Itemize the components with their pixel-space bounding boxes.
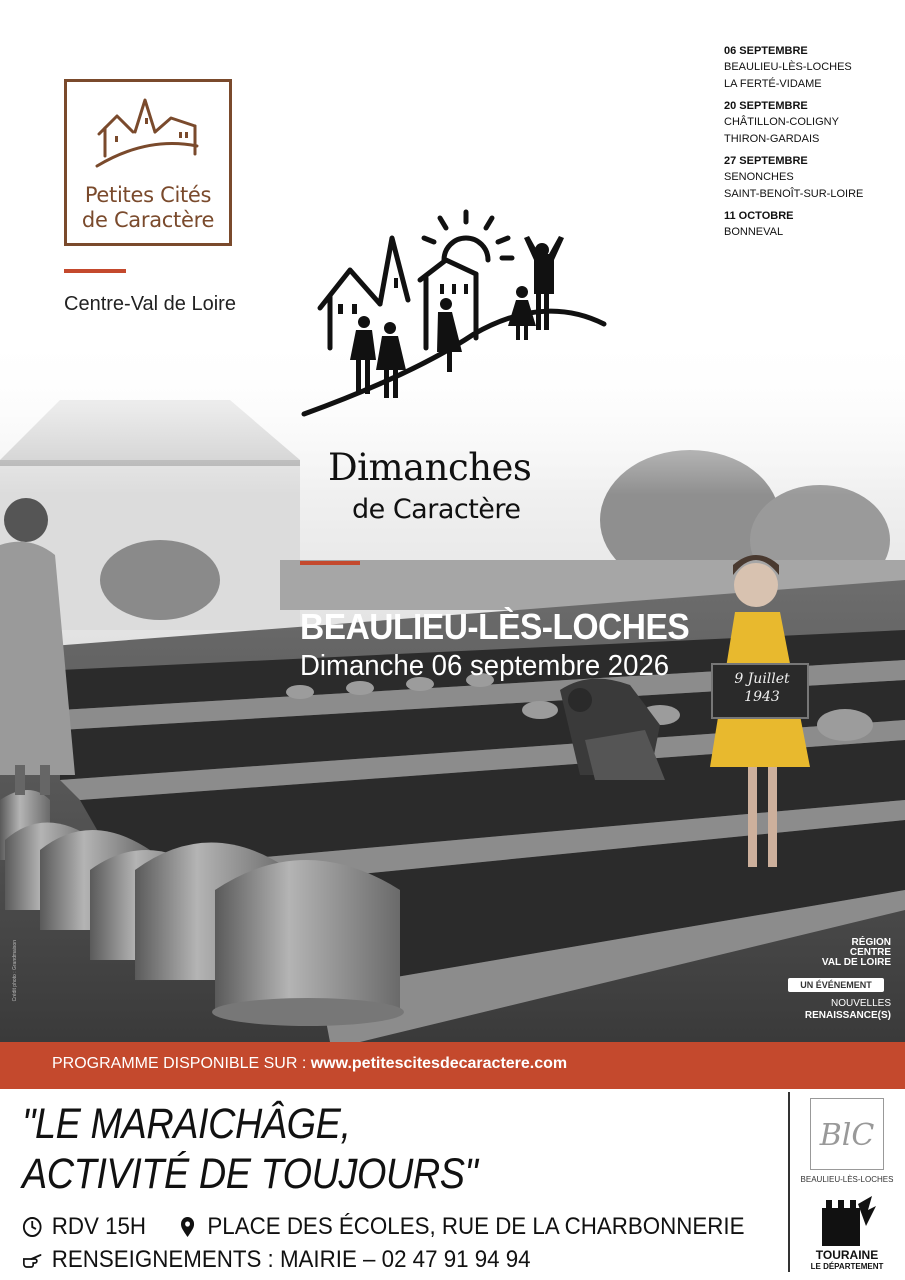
dimanches-logo (296, 208, 616, 433)
region-logo-line-2: CENTRE (849, 947, 891, 958)
region-logo-line-1: RÉGION (851, 937, 891, 948)
village-icon (95, 96, 205, 176)
event-title-line-1: Dimanches (328, 446, 532, 489)
logo-text-line-2: de Caractère (81, 208, 215, 232)
programme-label: PROGRAMME DISPONIBLE SUR : (52, 1055, 311, 1072)
date-town: LA FERTÉ-VIDAME (724, 78, 822, 90)
region-label: Centre-Val de Loire (64, 293, 236, 315)
event-title-line-2: de Caractère (352, 494, 521, 525)
date-town: BONNEVAL (724, 226, 784, 238)
village-people-icon (296, 208, 616, 428)
accent-bar-top (64, 269, 126, 273)
slate-text (716, 670, 808, 706)
region-logo-line-3: VAL DE LOIRE (821, 957, 891, 968)
accent-bar-middle (300, 561, 360, 565)
touraine-tower-icon (812, 1192, 882, 1246)
programme-url-link[interactable]: www.petitescitesdecaractere.com (310, 1055, 568, 1072)
date-town: SENONCHES (724, 171, 794, 183)
nouvelles-label: NOUVELLES (830, 998, 891, 1009)
svg-text:BlC: BlC (819, 1118, 875, 1153)
clock-icon (22, 1216, 42, 1238)
un-evenement-badge: UN ÉVÉNEMENT (788, 978, 884, 992)
map-pin-icon (178, 1216, 198, 1238)
theme-title-line-2: ACTIVITÉ DE TOUJOURS" (22, 1150, 478, 1198)
time-text: RDV 15H (51, 1213, 147, 1240)
beaulieu-logo (810, 1098, 884, 1170)
date-group (724, 44, 899, 93)
theme-title-line-1: "LE MARAICHÂGE, (22, 1100, 351, 1148)
date-heading: 11 OCTOBRE (724, 210, 794, 222)
place-text: PLACE DES ÉCOLES, RUE DE LA CHARBONNERIE (207, 1213, 745, 1240)
pointing-hand-icon (22, 1249, 42, 1271)
event-dates-list (724, 44, 899, 247)
footer-divider (788, 1092, 790, 1272)
touraine-logo-text: TOURAINE (815, 1248, 879, 1262)
info-row-time-place (22, 1213, 744, 1241)
slate-line-2: 1943 (744, 689, 780, 705)
blc-monogram-icon (811, 1099, 883, 1169)
date-group (724, 154, 899, 203)
event-date: Dimanche 06 septembre 2026 (300, 650, 670, 682)
renaissance-label: RENAISSANCE(S) (804, 1010, 891, 1021)
photo-credit: Crédit photo : Grandmaison (12, 940, 18, 1002)
touraine-logo-subtext: LE DÉPARTEMENT (810, 1262, 884, 1271)
contact-text: RENSEIGNEMENTS : MAIRIE – 02 47 91 94 94 (51, 1246, 531, 1273)
date-town: SAINT-BENOÎT-SUR-LOIRE (724, 188, 864, 200)
region-centre-logo (811, 938, 891, 968)
date-heading: 20 SEPTEMBRE (724, 100, 808, 112)
info-row-contact (22, 1246, 531, 1274)
date-group (724, 99, 899, 148)
beaulieu-logo-name: BEAULIEU-LÈS-LOCHES (800, 1175, 894, 1184)
slate-line-1: 9 Juillet (734, 671, 790, 687)
logo-text-line-1: Petites Cités (84, 183, 212, 207)
date-town: CHÂTILLON-COLIGNY (724, 116, 839, 128)
nouvelles-renaissances-logo (791, 998, 891, 1022)
event-town: BEAULIEU-LÈS-LOCHES (300, 606, 690, 647)
programme-text (52, 1055, 567, 1073)
date-heading: 27 SEPTEMBRE (724, 155, 808, 167)
date-town: BEAULIEU-LÈS-LOCHES (724, 61, 852, 73)
date-group (724, 209, 899, 241)
date-heading: 06 SEPTEMBRE (724, 45, 808, 57)
petites-cites-logo (64, 79, 232, 246)
date-town: THIRON-GARDAIS (724, 133, 820, 145)
